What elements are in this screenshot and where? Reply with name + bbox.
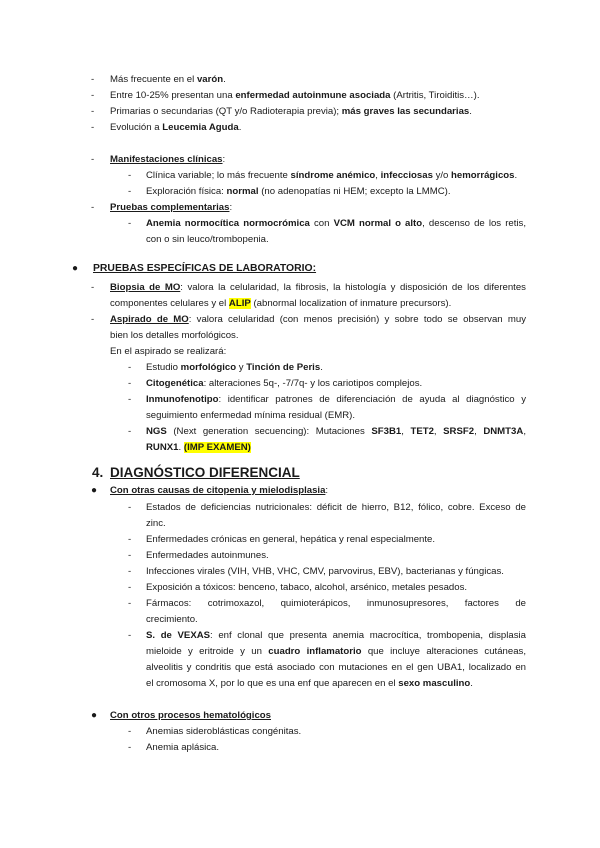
text-line xyxy=(146,393,526,407)
word: de xyxy=(515,598,526,609)
text: , xyxy=(433,426,444,437)
bold-text: Anemia normocítica normocrómica xyxy=(146,218,310,229)
text: Entre 10-25% presentan una xyxy=(110,90,236,101)
section-heading-diagnostico: DIAGNÓSTICO DIFERENCIAL xyxy=(110,465,300,480)
dash: - xyxy=(128,186,132,197)
text: el cromosoma X, por lo que es una enf que aparecen en el xyxy=(146,678,399,689)
text: : valora la celularidad, la fibrosis, la histología y disposición de los diferentes xyxy=(180,282,526,293)
text-line xyxy=(146,645,526,659)
text-line xyxy=(110,73,226,87)
text: . xyxy=(320,362,323,373)
biopsia-label: Biopsia de MO xyxy=(110,282,181,293)
text-line xyxy=(146,169,517,183)
bold-text: Citogenética xyxy=(146,378,204,389)
text: (no adenopatías ni HEM; excepto la LMMC). xyxy=(258,186,451,197)
text: (Next generation secuencing): Mutaciones xyxy=(166,426,372,437)
bullet: ● xyxy=(91,485,98,496)
bold-text: normal xyxy=(226,186,259,197)
text-line: con o sin leuco/trombopenia. xyxy=(146,234,269,245)
bold-text: Leucemia Aguda xyxy=(162,122,239,133)
dash: - xyxy=(91,74,95,85)
highlight-alip: ALIP xyxy=(228,298,251,309)
word: Fármacos: xyxy=(146,598,192,609)
text: . xyxy=(178,442,184,453)
text-line: Exposición a tóxicos: benceno, tabaco, alcohol, arsénico, metales pesados. xyxy=(146,582,468,593)
text: , xyxy=(474,426,484,437)
dash: - xyxy=(128,426,132,437)
text-line xyxy=(146,361,323,375)
text: (abnormal localization of inmature precursors). xyxy=(250,298,452,309)
text-line: Enfermedades crónicas en general, hepática y renal especialmente. xyxy=(146,534,436,545)
text-line: seguimiento enfermedad mínima residual (EMR). xyxy=(146,410,356,421)
text: mieloide y eritroide y un xyxy=(146,646,269,657)
dash: - xyxy=(91,154,95,165)
text-line: Enfermedades autoinmunes. xyxy=(146,550,269,561)
text-line: Estados de deficiencias nutricionales: déficit de hierro, B12, fólico, cobre. Exceso de xyxy=(146,502,526,513)
word: factores xyxy=(464,598,499,609)
dash: - xyxy=(128,582,132,593)
bold-text: S. de VEXAS xyxy=(146,630,211,641)
dash: - xyxy=(91,106,95,117)
text-line: Anemia aplásica. xyxy=(146,742,220,753)
text: Estudio xyxy=(146,362,181,373)
text: : valora celularidad (con menos precisión) y sobre todo se observan muy xyxy=(188,314,526,325)
dash: - xyxy=(91,282,95,293)
text-line xyxy=(110,297,451,311)
text: y xyxy=(236,362,247,373)
text: con xyxy=(309,218,334,229)
gene: SF3B1 xyxy=(371,426,402,437)
text-line xyxy=(110,121,241,135)
text-line xyxy=(110,105,472,119)
text: . xyxy=(514,170,518,181)
dash: - xyxy=(128,598,132,609)
dash: - xyxy=(128,378,132,389)
text-line xyxy=(146,425,526,439)
text-line: bien los detalles morfológicos. xyxy=(110,330,239,341)
dash: - xyxy=(128,502,132,513)
text: . xyxy=(470,678,473,689)
text: : enf clonal que presenta anemia macrocítica, trombopenia, displasia xyxy=(210,630,526,641)
gene: DNMT3A xyxy=(483,426,524,437)
section-heading-pruebas-especificas: PRUEBAS ESPECÍFICAS DE LABORATORIO: xyxy=(93,263,317,274)
text: Clínica variable; lo más frecuente xyxy=(146,170,291,181)
text: Primarias o secundarias (QT y/o Radioterapia previa); xyxy=(110,106,342,117)
dash: - xyxy=(91,122,95,133)
text: : xyxy=(325,485,329,496)
dash: - xyxy=(128,170,132,181)
text: componentes celulares y el xyxy=(110,298,229,309)
bold-text: más graves las secundarias xyxy=(341,106,470,117)
text: (Artritis, Tiroiditis…). xyxy=(390,90,480,101)
bold-text: infecciosas xyxy=(380,170,433,181)
text-line xyxy=(146,441,251,455)
text-line: zinc. xyxy=(146,518,166,529)
section-number: 4. xyxy=(92,465,104,480)
gene: TET2 xyxy=(410,426,434,437)
pruebas-title: Pruebas complementarias xyxy=(110,202,230,213)
text-line: Infecciones virales (VIH, VHB, VHC, CMV, parvovirus, EBV), bacterianas y fúngicas. xyxy=(146,566,504,577)
highlight-imp-examen: (IMP EXAMEN) xyxy=(183,442,251,453)
dash: - xyxy=(128,218,132,229)
subsection-heading: Con otros procesos hematológicos xyxy=(110,710,271,721)
bold-text: morfológico xyxy=(180,362,237,373)
text: y/o xyxy=(432,170,452,181)
aspirado-label: Aspirado de MO xyxy=(110,314,189,325)
bold-text: cuadro inflamatorio xyxy=(268,646,362,657)
dash: - xyxy=(128,742,132,753)
dash: - xyxy=(128,534,132,545)
text: , xyxy=(375,170,381,181)
text-line: En el aspirado se realizará: xyxy=(110,346,227,357)
text-line xyxy=(146,377,422,391)
text-line xyxy=(146,629,526,643)
gene: SRSF2 xyxy=(443,426,475,437)
dash: - xyxy=(91,314,95,325)
text: : alteraciones 5q-, -7/7q- y los cariotipos complejos. xyxy=(203,378,423,389)
dash: - xyxy=(128,394,132,405)
dash: - xyxy=(128,726,132,737)
text: . xyxy=(238,122,242,133)
text-line xyxy=(146,185,451,199)
manifestaciones-title: Manifestaciones clínicas xyxy=(110,154,223,165)
dash: - xyxy=(128,362,132,373)
dash: - xyxy=(128,630,132,641)
bold-text: enfermedad autoinmune asociada xyxy=(235,90,391,101)
bold-text: VCM normal o alto xyxy=(333,218,423,229)
text: , descenso de los retis, xyxy=(422,218,527,229)
text-line xyxy=(110,89,480,103)
word: cotrimoxazol, xyxy=(207,598,265,609)
bullet: ● xyxy=(72,263,79,274)
dash: - xyxy=(128,566,132,577)
bold-text: síndrome anémico xyxy=(290,170,376,181)
text-line xyxy=(146,677,473,691)
word: quimioterápicos, xyxy=(280,598,351,609)
text: Más frecuente en el xyxy=(110,74,197,85)
section-heading: Manifestaciones clínicas: xyxy=(110,154,226,165)
bold-text: hemorrágicos xyxy=(451,170,515,181)
text: , xyxy=(401,426,411,437)
word: inmunosupresores, xyxy=(366,598,449,609)
bullet: ● xyxy=(91,710,98,721)
grupo1-title: Con otras causas de citopenia y mielodisplasia xyxy=(110,485,326,496)
text-line: Anemias sideroblásticas congénitas. xyxy=(146,726,302,737)
gene: RUNX1 xyxy=(146,442,179,453)
text-line xyxy=(110,313,526,327)
text: Evolución a xyxy=(110,122,163,133)
bold-text: Tinción de Peris xyxy=(246,362,321,373)
text-line xyxy=(110,281,526,295)
text-line: alveolitis y condritis que está asociado con mutaciones en el gen UBA1, localizado en xyxy=(146,662,526,673)
text: Exploración física: xyxy=(146,186,227,197)
text: que incluye alteraciones cutáneas, xyxy=(361,646,526,657)
bold-text: Inmunofenotipo xyxy=(146,394,219,405)
bold-text: NGS xyxy=(146,426,167,437)
bold-text: sexo masculino xyxy=(398,678,471,689)
dash: - xyxy=(91,90,95,101)
dash: - xyxy=(128,550,132,561)
text: , xyxy=(523,426,526,437)
text: . xyxy=(223,74,226,85)
dash: - xyxy=(91,202,95,213)
text-line: crecimiento. xyxy=(146,614,198,625)
text-line xyxy=(146,217,526,231)
text: : identificar patrones de diferenciación de ayuda al diagnóstico y xyxy=(218,394,526,405)
section-heading: Pruebas complementarias: xyxy=(110,202,233,213)
bold-text: varón xyxy=(196,74,224,85)
text: . xyxy=(469,106,472,117)
text-line xyxy=(146,597,526,611)
subsection-heading xyxy=(110,484,328,498)
